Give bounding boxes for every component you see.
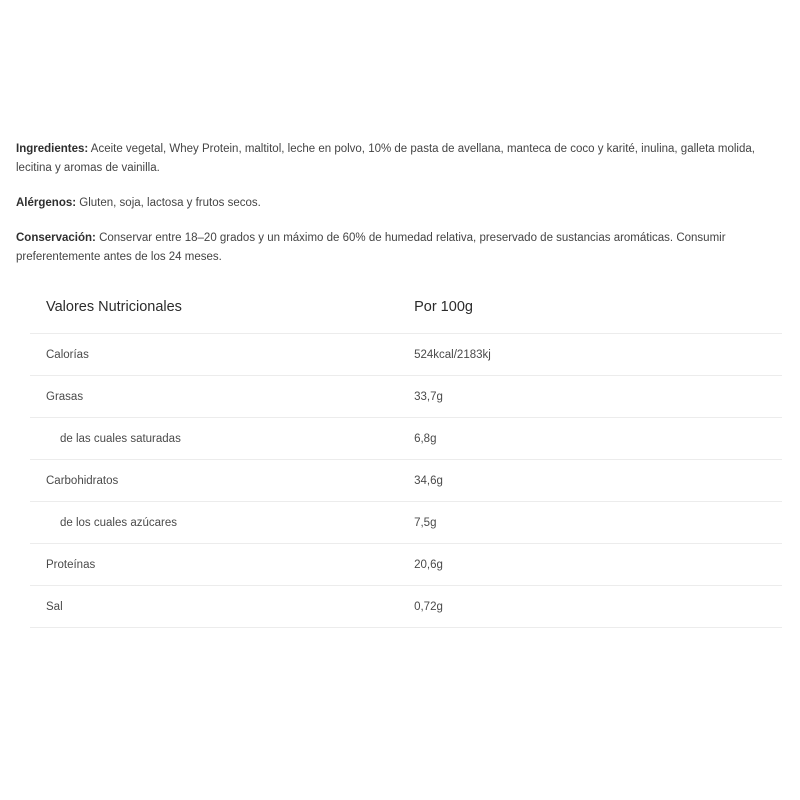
nutrition-row-value: 20,6g (414, 543, 782, 585)
nutrition-header-value: Por 100g (414, 298, 473, 315)
nutrition-row-name: de las cuales saturadas (30, 417, 414, 459)
allergens-label: Alérgenos: (16, 196, 77, 209)
nutrition-row-value: 524kcal/2183kj (414, 333, 782, 375)
nutrition-table-body (30, 333, 782, 627)
nutrition-row-value: 7,5g (414, 501, 782, 543)
table-row (30, 375, 782, 417)
table-row (30, 501, 782, 543)
table-row (30, 543, 782, 585)
storage-text: Conservar entre 18–20 grados y un máximo de 60% de humedad relativa, preservado de sustancias aromáticas. Consumir preferentemente antes de los 24 meses. (16, 231, 726, 263)
nutrition-row-name: Calorías (30, 333, 414, 375)
allergens-paragraph (16, 194, 756, 213)
nutrition-row-name: Grasas (30, 375, 414, 417)
nutrition-row-name: de los cuales azúcares (30, 501, 414, 543)
allergens-text: Gluten, soja, lactosa y frutos secos. (76, 196, 261, 209)
table-row (30, 459, 782, 501)
ingredients-label: Ingredientes: (16, 143, 89, 155)
storage-label: Conservación: (16, 231, 96, 244)
nutrition-header-name: Valores Nutricionales (46, 298, 182, 315)
ingredients-paragraph (16, 140, 756, 178)
storage-paragraph (16, 229, 756, 267)
nutrition-header-row (30, 289, 782, 334)
nutrition-row-value: 34,6g (414, 459, 782, 501)
nutrition-row-value: 0,72g (414, 585, 782, 627)
nutrition-row-value: 6,8g (414, 417, 782, 459)
nutrition-row-name: Proteínas (30, 543, 414, 585)
table-row (30, 585, 782, 627)
table-row (30, 333, 782, 375)
nutrition-table-head (30, 289, 782, 334)
ingredients-text: Aceite vegetal, Whey Protein, maltitol, leche en polvo, 10% de pasta de avellana, manteca de coco y karité, inulina, galleta molida, lecitina y aromas de vainilla. (16, 143, 755, 174)
table-row (30, 417, 782, 459)
nutrition-row-name: Sal (30, 585, 414, 627)
nutrition-row-value: 33,7g (414, 375, 782, 417)
nutrition-table (30, 289, 782, 628)
nutrition-row-name: Carbohidratos (30, 459, 414, 501)
